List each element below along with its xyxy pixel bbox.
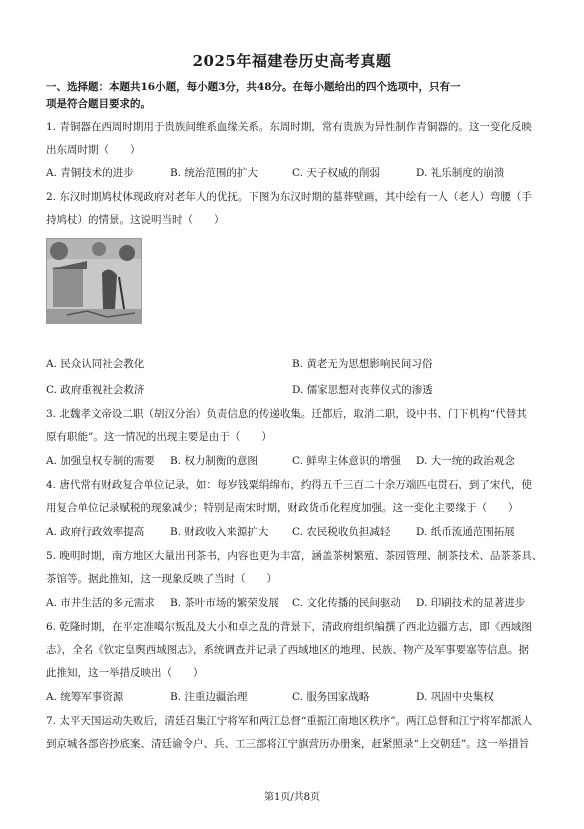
question-5-option-c: C. 文化传播的民间驱动 bbox=[292, 597, 401, 609]
section-heading-line-2: 项是符合题目要求的。 bbox=[46, 98, 151, 110]
question-2-stem-line-2: 持鸠杖）的情景。这说明当时（ ） bbox=[46, 214, 225, 226]
question-3-option-d: D. 大一统的政治观念 bbox=[416, 455, 515, 467]
question-6-stem-line-3: 此推知，这一举措反映出（ ） bbox=[46, 667, 204, 679]
question-6-option-a: A. 统筹军事资源 bbox=[46, 691, 124, 703]
question-3-stem-line-1: 3. 北魏孝文帝设二职（胡汉分治）负责信息的传递收集。迁都后，取消二职，设中书、门下机构“代替其 bbox=[46, 408, 527, 420]
question-5-stem-line-2: 茶馆等。据此推知，这一现象反映了当时（ ） bbox=[46, 573, 277, 585]
question-2-option-c: C. 政府重视社会救济 bbox=[46, 384, 145, 396]
question-6-stem-line-2: 志》，全名《钦定皇舆西域图志》，系统调查并记录了西域地区的地理、民族、物产及军事要塞等信息。据 bbox=[46, 644, 529, 656]
question-5-option-a: A. 市井生活的多元需求 bbox=[46, 597, 155, 609]
question-2-option-b: B. 黄老无为思想影响民间习俗 bbox=[292, 358, 433, 370]
question-4-option-d: D. 纸币流通范围拓展 bbox=[416, 526, 515, 538]
question-1-option-a: A. 青铜技术的进步 bbox=[46, 167, 134, 179]
tomb-mural-image bbox=[46, 238, 142, 324]
question-6-stem-line-1: 6. 乾隆时期，在平定准噶尔叛乱及大小和卓之乱的背景下，清政府组织编撰了西北边疆方志，即《西域图 bbox=[46, 621, 532, 633]
question-4-stem-line-2: 用复合单位记录赋税的现象减少；特别是南宋时期，财政货币化程度加强。这一变化主要缘于（ ） bbox=[46, 502, 519, 514]
question-2-stem-line-1: 2. 东汉时期鸠杖体现政府对老年人的优抚。下图为东汉时期的墓葬壁画，其中绘有一人（老人）弯腰（手 bbox=[46, 191, 532, 203]
question-6-option-d: D. 巩固中央集权 bbox=[416, 691, 494, 703]
question-7-stem-line-1: 7. 太平天国运动失败后，清廷召集江宁将军和两江总督“重振江南地区秩序”。两江总督和江宁将军都派人 bbox=[46, 715, 533, 727]
question-4-option-b: B. 财政收入来源扩大 bbox=[170, 526, 269, 538]
question-1-stem-line-2: 出东周时期（ ） bbox=[46, 144, 141, 156]
question-1-option-d: D. 礼乐制度的崩溃 bbox=[416, 167, 505, 179]
question-5-option-b: B. 茶叶市场的繁荣发展 bbox=[170, 597, 279, 609]
question-4-option-a: A. 政府行政效率提高 bbox=[46, 526, 145, 538]
question-3-option-b: B. 权力制衡的意图 bbox=[170, 455, 258, 467]
section-heading-line-1: 一、选择题：本题共16小题，每小题3分，共48分。在每小题给出的四个选项中，只有一 bbox=[46, 81, 461, 93]
question-6-option-b: B. 注重边疆治理 bbox=[170, 691, 248, 703]
question-2-option-a: A. 民众认同社会教化 bbox=[46, 358, 145, 370]
question-1-stem-line-1: 1. 青铜器在西周时期用于贵族间维系血缘关系。东周时期，常有贵族为异性制作青铜器的。这一变化反映 bbox=[46, 121, 532, 133]
question-3-stem-line-2: 原有职能”。这一情况的出现主要是由于（ ） bbox=[46, 431, 272, 443]
question-6-option-c: C. 服务国家战略 bbox=[292, 691, 370, 703]
page-footer: 第1页/共8页 bbox=[263, 792, 321, 803]
question-5-option-d: D. 印刷技术的显著进步 bbox=[416, 597, 526, 609]
question-7-stem-line-2: 到京城各部咨抄底案、清廷谕令户、兵、工三部将江宁旗营历办册案，赶紧照录“上交朝廷”。这一举措旨 bbox=[46, 738, 530, 750]
question-3-option-c: C. 鲜卑主体意识的增强 bbox=[292, 455, 401, 467]
question-5-stem-line-1: 5. 晚明时期，南方地区大量出刊茶书，内容也更为丰富，涵盖茶树繁殖、茶园管理、制茶技术、品茶茶具、 bbox=[46, 550, 543, 562]
question-2-option-d: D. 儒家思想对丧葬仪式的渗透 bbox=[292, 384, 433, 396]
question-1-option-c: C. 天子权威的削弱 bbox=[292, 167, 380, 179]
question-1-option-b: B. 统治范围的扩大 bbox=[170, 167, 258, 179]
question-4-stem-line-1: 4. 唐代常有财政复合单位记录，如：每岁钱粟绢绵布，约得五千三百二十余万端匹屯贯石，到了宋代，使 bbox=[46, 479, 532, 491]
question-4-option-c: C. 农民税收负担减轻 bbox=[292, 526, 391, 538]
question-3-option-a: A. 加强皇权专制的需要 bbox=[46, 455, 155, 467]
page-title: 2025年福建卷历史高考真题 bbox=[192, 52, 392, 70]
